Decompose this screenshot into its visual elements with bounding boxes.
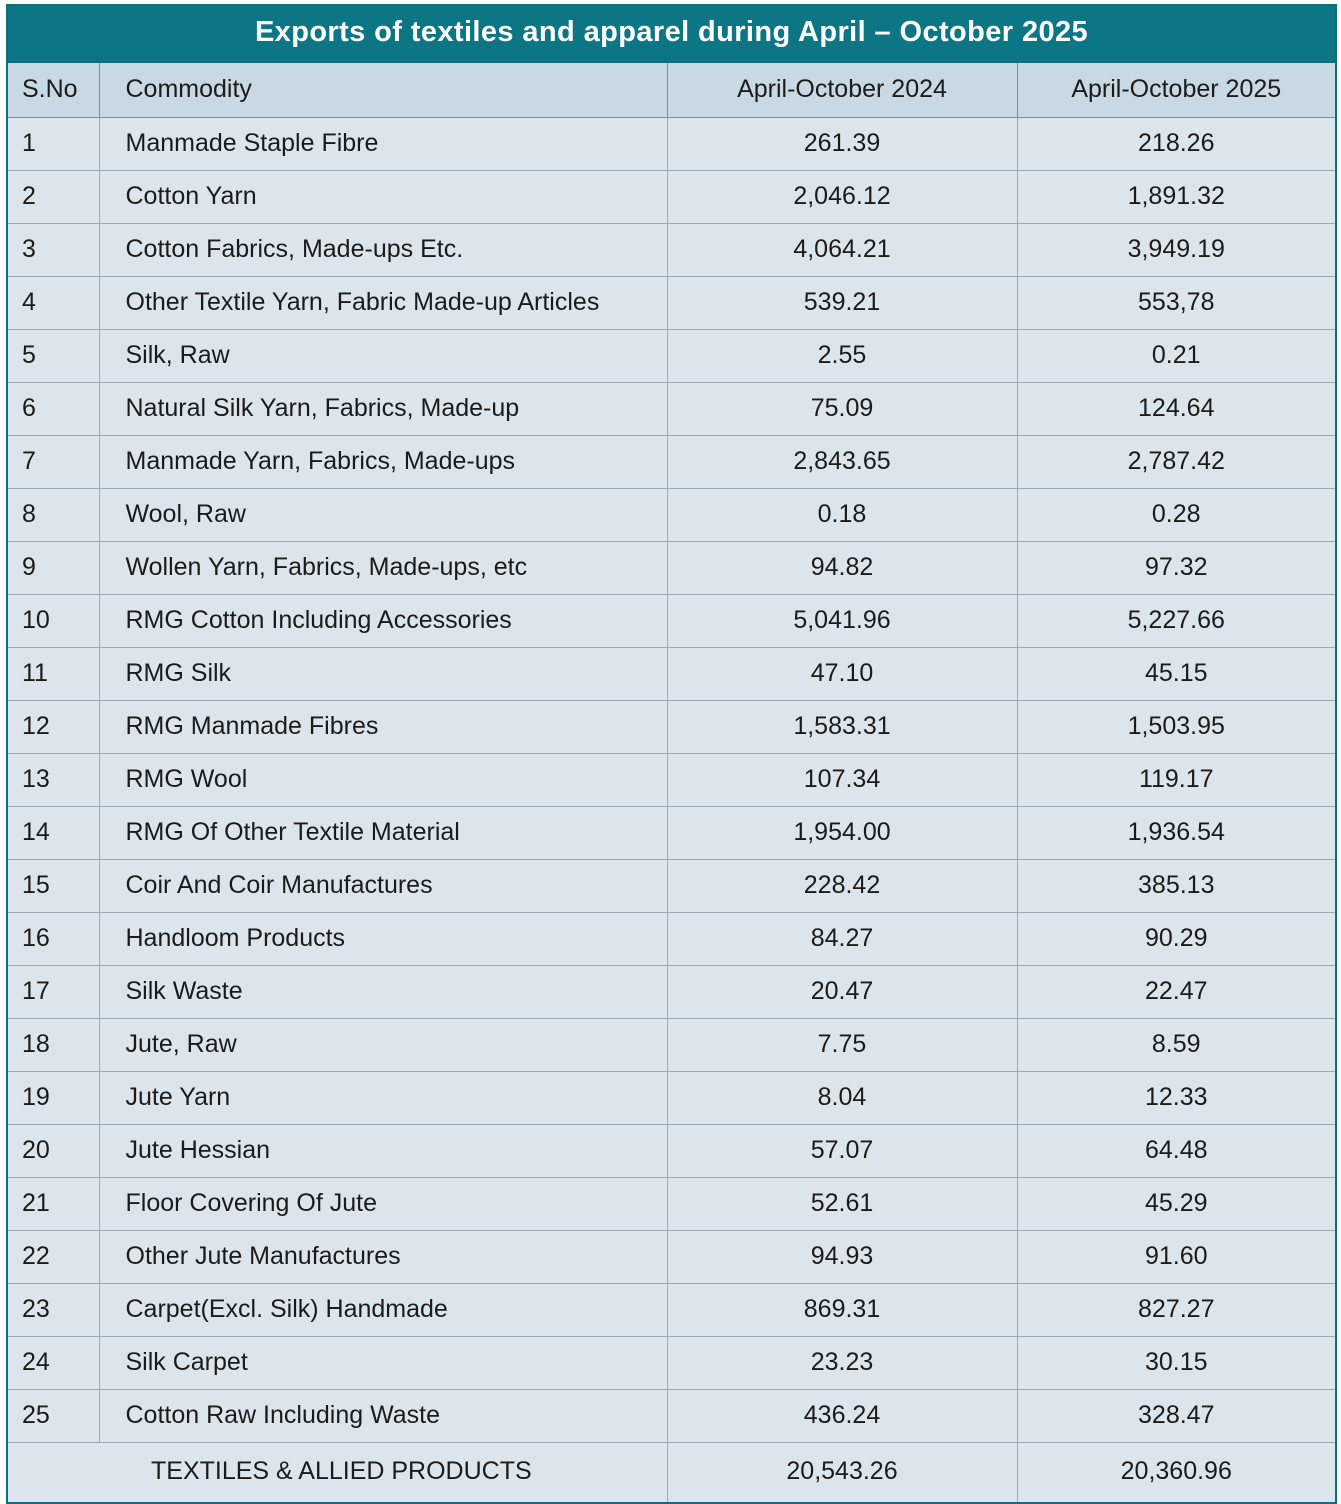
cell-value-2025: 0.28 (1017, 489, 1336, 542)
cell-value-2024: 0.18 (667, 489, 1017, 542)
cell-commodity: Cotton Raw Including Waste (99, 1390, 667, 1443)
cell-commodity: Wollen Yarn, Fabrics, Made-ups, etc (99, 542, 667, 595)
cell-value-2024: 2.55 (667, 330, 1017, 383)
table-row (7, 807, 1336, 860)
table-header-row (7, 62, 1336, 118)
cell-sno: 1 (7, 118, 99, 171)
cell-value-2024: 2,046.12 (667, 171, 1017, 224)
table-row (7, 1337, 1336, 1390)
cell-sno: 14 (7, 807, 99, 860)
cell-value-2025: 5,227.66 (1017, 595, 1336, 648)
cell-value-2024: 75.09 (667, 383, 1017, 436)
table-row (7, 489, 1336, 542)
cell-value-2025: 553,78 (1017, 277, 1336, 330)
cell-value-2025: 218.26 (1017, 118, 1336, 171)
cell-value-2025: 1,891.32 (1017, 171, 1336, 224)
cell-commodity: RMG Wool (99, 754, 667, 807)
table-row (7, 224, 1336, 277)
cell-commodity: RMG Cotton Including Accessories (99, 595, 667, 648)
cell-total-value-2024: 20,543.26 (667, 1443, 1017, 1504)
cell-value-2025: 1,503.95 (1017, 701, 1336, 754)
cell-commodity: RMG Of Other Textile Material (99, 807, 667, 860)
table-row (7, 913, 1336, 966)
cell-commodity: Manmade Staple Fibre (99, 118, 667, 171)
cell-sno: 4 (7, 277, 99, 330)
cell-value-2025: 3,949.19 (1017, 224, 1336, 277)
table-row (7, 1072, 1336, 1125)
cell-sno: 23 (7, 1284, 99, 1337)
cell-value-2024: 20.47 (667, 966, 1017, 1019)
table-row (7, 1019, 1336, 1072)
cell-value-2024: 57.07 (667, 1125, 1017, 1178)
cell-value-2024: 4,064.21 (667, 224, 1017, 277)
column-header-year-2025: April-October 2025 (1017, 62, 1336, 118)
cell-value-2024: 94.82 (667, 542, 1017, 595)
cell-sno: 3 (7, 224, 99, 277)
cell-sno: 7 (7, 436, 99, 489)
cell-value-2025: 0.21 (1017, 330, 1336, 383)
cell-commodity: Cotton Yarn (99, 171, 667, 224)
cell-value-2025: 119.17 (1017, 754, 1336, 807)
column-header-year-2024: April-October 2024 (667, 62, 1017, 118)
cell-commodity: Other Jute Manufactures (99, 1231, 667, 1284)
exports-table (6, 4, 1337, 1504)
table-row (7, 383, 1336, 436)
cell-commodity: Natural Silk Yarn, Fabrics, Made-up (99, 383, 667, 436)
cell-sno: 16 (7, 913, 99, 966)
cell-value-2024: 52.61 (667, 1178, 1017, 1231)
cell-value-2025: 2,787.42 (1017, 436, 1336, 489)
cell-sno: 5 (7, 330, 99, 383)
cell-value-2024: 94.93 (667, 1231, 1017, 1284)
table-total-row (7, 1443, 1336, 1504)
table-row (7, 330, 1336, 383)
cell-commodity: Wool, Raw (99, 489, 667, 542)
cell-commodity: Silk Waste (99, 966, 667, 1019)
cell-sno: 20 (7, 1125, 99, 1178)
cell-value-2025: 30.15 (1017, 1337, 1336, 1390)
table-row (7, 436, 1336, 489)
cell-sno: 6 (7, 383, 99, 436)
cell-total-value-2025: 20,360.96 (1017, 1443, 1336, 1504)
table-body (7, 118, 1336, 1504)
cell-value-2025: 8.59 (1017, 1019, 1336, 1072)
table-row (7, 1231, 1336, 1284)
cell-value-2024: 47.10 (667, 648, 1017, 701)
cell-sno: 18 (7, 1019, 99, 1072)
table-row (7, 542, 1336, 595)
cell-value-2025: 827.27 (1017, 1284, 1336, 1337)
table-row (7, 595, 1336, 648)
cell-value-2025: 90.29 (1017, 913, 1336, 966)
table-row (7, 171, 1336, 224)
table-title-row (7, 5, 1336, 62)
cell-commodity: Jute Hessian (99, 1125, 667, 1178)
cell-value-2024: 228.42 (667, 860, 1017, 913)
cell-commodity: Manmade Yarn, Fabrics, Made-ups (99, 436, 667, 489)
column-header-commodity: Commodity (99, 62, 667, 118)
cell-commodity: Jute Yarn (99, 1072, 667, 1125)
cell-commodity: Silk Carpet (99, 1337, 667, 1390)
cell-value-2025: 45.29 (1017, 1178, 1336, 1231)
table-row (7, 701, 1336, 754)
cell-sno: 21 (7, 1178, 99, 1231)
cell-commodity: Carpet(Excl. Silk) Handmade (99, 1284, 667, 1337)
cell-commodity: RMG Manmade Fibres (99, 701, 667, 754)
cell-total-sno-blank (7, 1443, 99, 1504)
cell-sno: 22 (7, 1231, 99, 1284)
cell-value-2024: 23.23 (667, 1337, 1017, 1390)
cell-sno: 15 (7, 860, 99, 913)
cell-value-2025: 124.64 (1017, 383, 1336, 436)
cell-value-2024: 7.75 (667, 1019, 1017, 1072)
page-title: Exports of textiles and apparel during April – October 2025 (7, 5, 1336, 62)
table-row (7, 648, 1336, 701)
table-row (7, 118, 1336, 171)
cell-value-2025: 22.47 (1017, 966, 1336, 1019)
cell-commodity: Coir And Coir Manufactures (99, 860, 667, 913)
table-row (7, 754, 1336, 807)
table-row (7, 277, 1336, 330)
cell-value-2025: 328.47 (1017, 1390, 1336, 1443)
cell-commodity: Silk, Raw (99, 330, 667, 383)
cell-value-2025: 45.15 (1017, 648, 1336, 701)
cell-value-2024: 261.39 (667, 118, 1017, 171)
table-row (7, 966, 1336, 1019)
cell-sno: 12 (7, 701, 99, 754)
cell-commodity: Jute, Raw (99, 1019, 667, 1072)
cell-value-2024: 539.21 (667, 277, 1017, 330)
cell-commodity: RMG Silk (99, 648, 667, 701)
table-row (7, 1178, 1336, 1231)
cell-value-2025: 385.13 (1017, 860, 1336, 913)
cell-sno: 10 (7, 595, 99, 648)
cell-sno: 19 (7, 1072, 99, 1125)
cell-sno: 24 (7, 1337, 99, 1390)
cell-commodity: Cotton Fabrics, Made-ups Etc. (99, 224, 667, 277)
cell-value-2024: 107.34 (667, 754, 1017, 807)
cell-value-2025: 12.33 (1017, 1072, 1336, 1125)
cell-sno: 8 (7, 489, 99, 542)
cell-value-2025: 64.48 (1017, 1125, 1336, 1178)
cell-value-2024: 1,954.00 (667, 807, 1017, 860)
cell-value-2025: 97.32 (1017, 542, 1336, 595)
cell-sno: 11 (7, 648, 99, 701)
table-row (7, 1284, 1336, 1337)
table-row (7, 860, 1336, 913)
cell-value-2024: 869.31 (667, 1284, 1017, 1337)
cell-commodity: Other Textile Yarn, Fabric Made-up Articles (99, 277, 667, 330)
cell-sno: 25 (7, 1390, 99, 1443)
table-row (7, 1125, 1336, 1178)
cell-value-2024: 5,041.96 (667, 595, 1017, 648)
cell-sno: 9 (7, 542, 99, 595)
cell-value-2024: 2,843.65 (667, 436, 1017, 489)
cell-value-2025: 91.60 (1017, 1231, 1336, 1284)
cell-value-2024: 84.27 (667, 913, 1017, 966)
cell-value-2024: 436.24 (667, 1390, 1017, 1443)
cell-value-2024: 8.04 (667, 1072, 1017, 1125)
cell-sno: 2 (7, 171, 99, 224)
cell-total-label: TEXTILES & ALLIED PRODUCTS (99, 1443, 667, 1504)
cell-sno: 13 (7, 754, 99, 807)
cell-value-2024: 1,583.31 (667, 701, 1017, 754)
cell-commodity: Floor Covering Of Jute (99, 1178, 667, 1231)
cell-commodity: Handloom Products (99, 913, 667, 966)
cell-value-2025: 1,936.54 (1017, 807, 1336, 860)
cell-sno: 17 (7, 966, 99, 1019)
table-row (7, 1390, 1336, 1443)
column-header-sno: S.No (7, 62, 99, 118)
